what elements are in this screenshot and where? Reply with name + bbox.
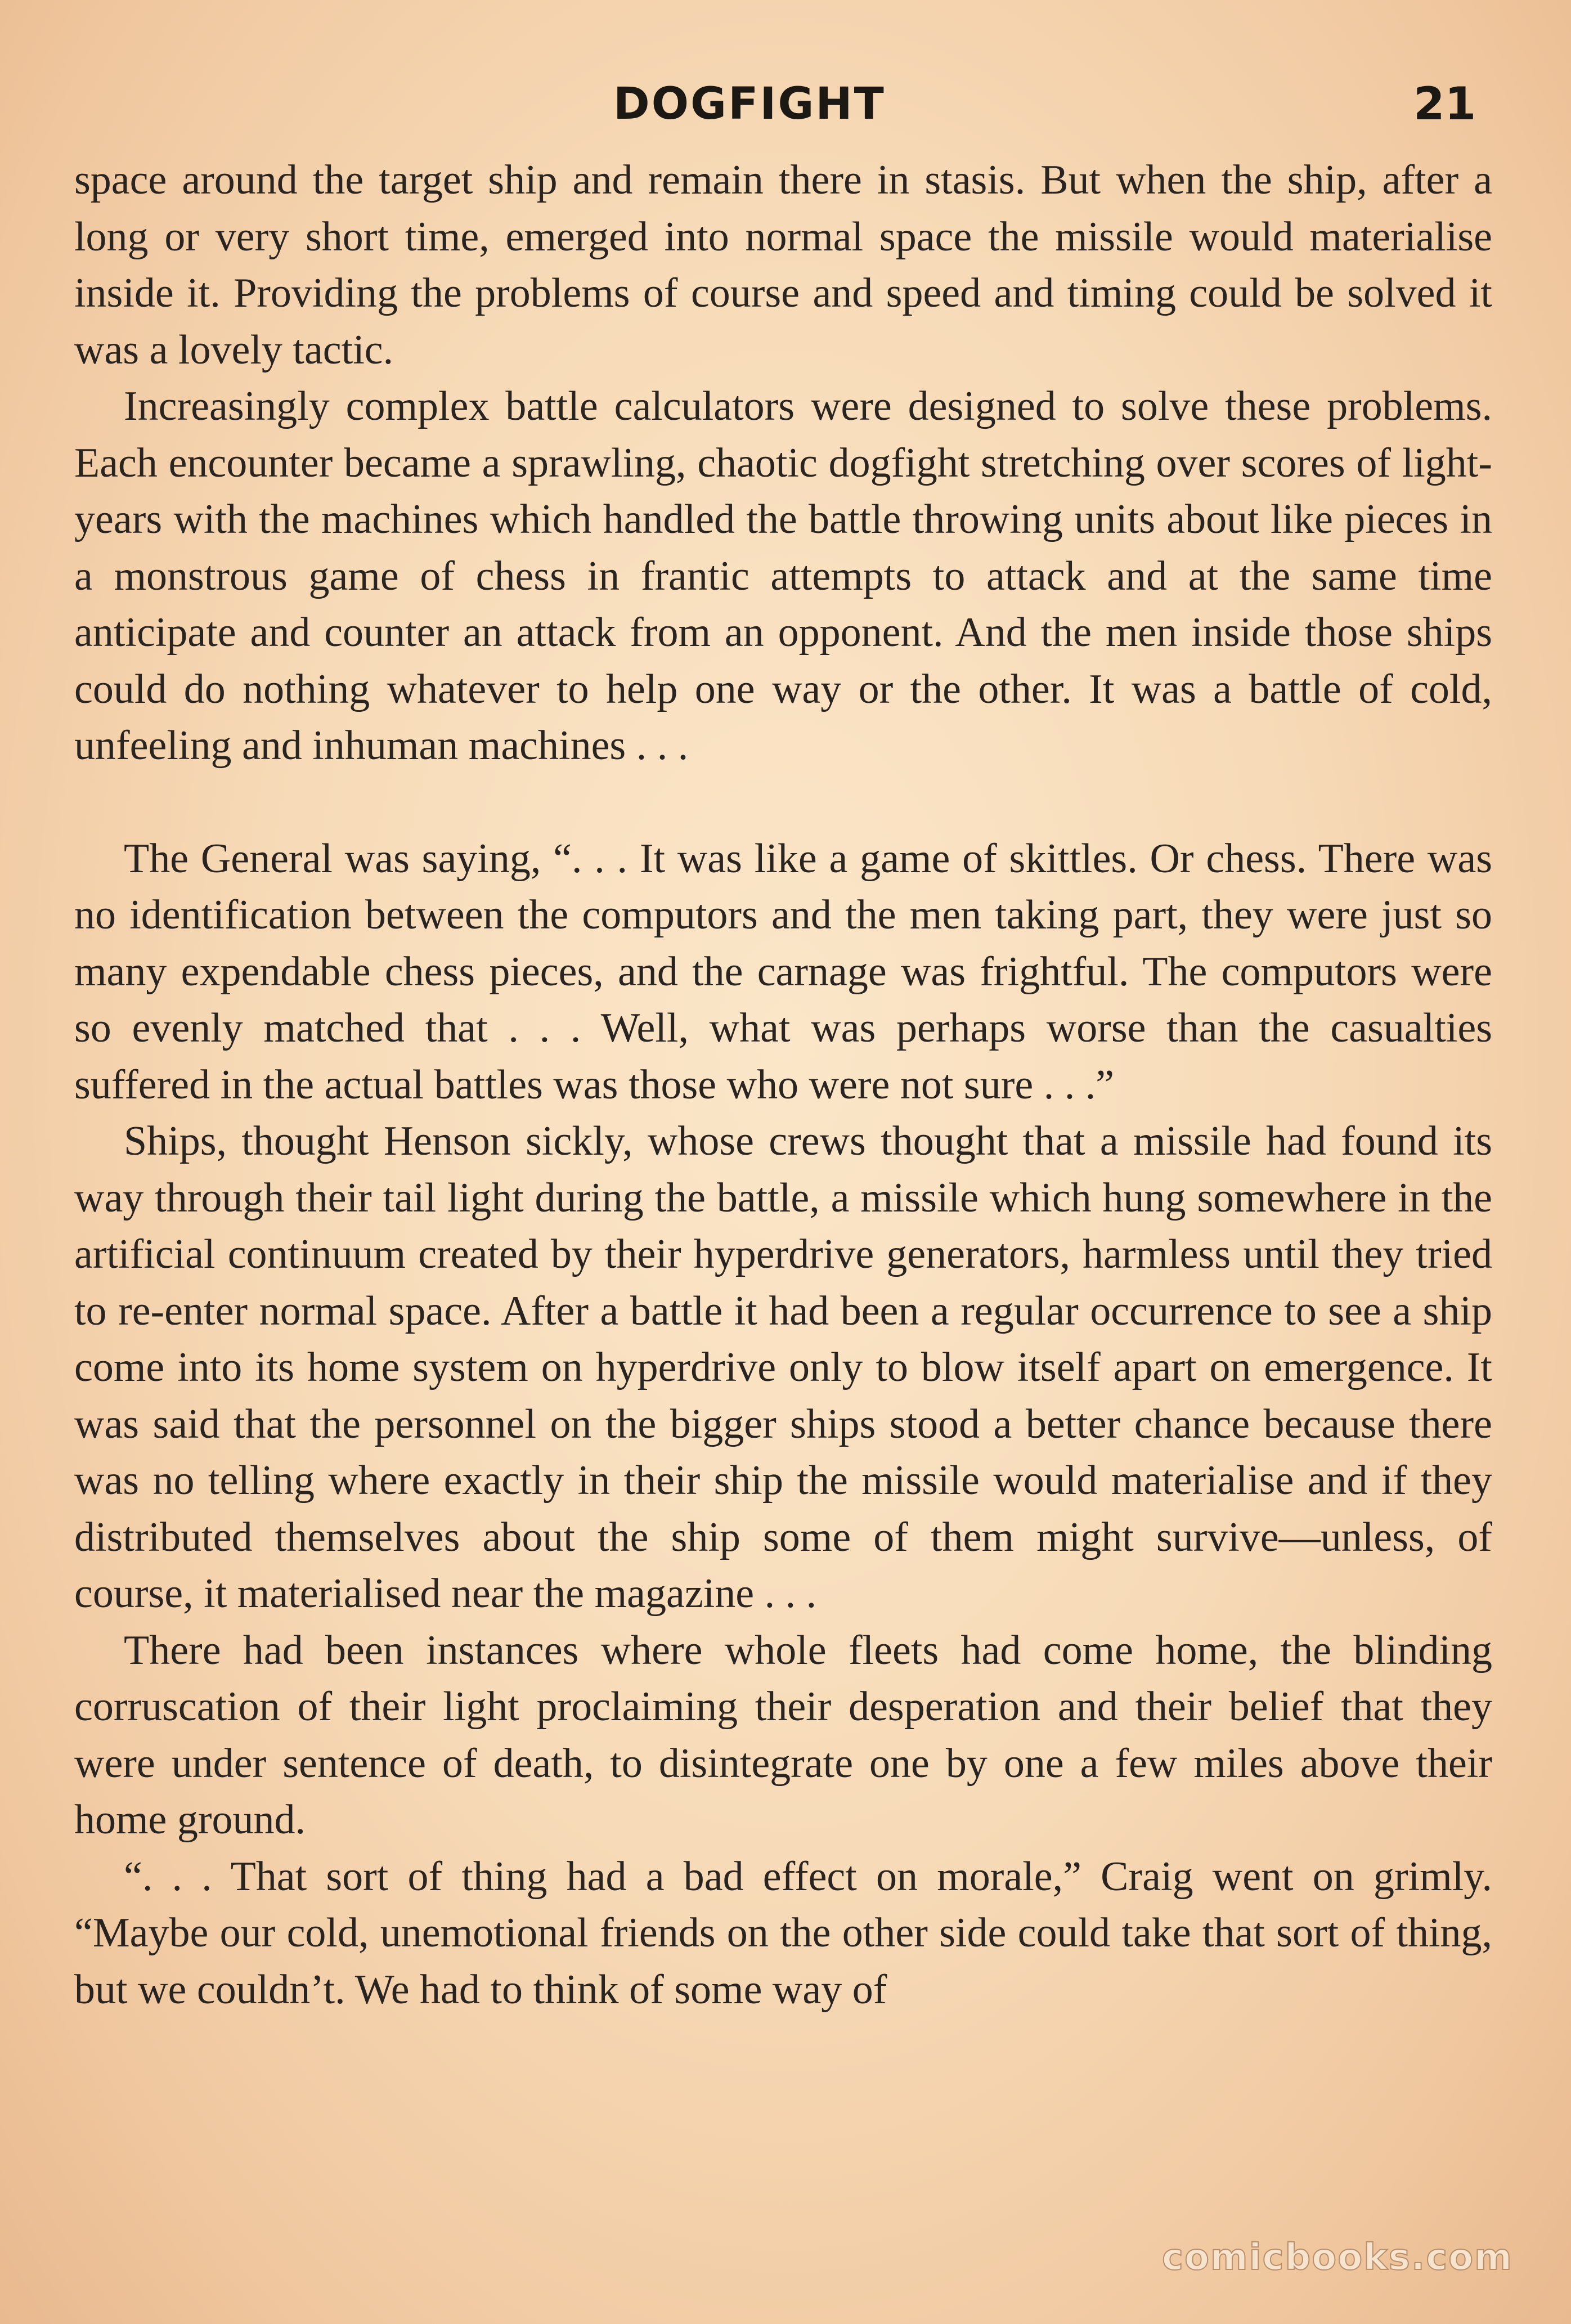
body-text [74, 152, 1492, 2018]
paragraph: “. . . That sort of thing had a bad effect on morale,” Craig went on grimly. “Maybe our cold, unemotional friends on the other side could take that sort of thing, but we couldn’t. We had to think of some way of [74, 1853, 1492, 2013]
paragraph: Ships, thought Henson sickly, whose crews thought that a missile had found its way through their tail light during the battle, a missile which hung somewhere in the artificial continuum created by their hyperdrive generators, harmless until they tried to re-enter normal space. After a battle it had been a regular occurrence to see a ship come into its home system on hyperdrive only to blow itself apart on emergence. It was said that the personnel on the bigger ships stood a better chance because there was no telling where exactly in their ship the missile would materialise and if they distributed themselves about the ship some of them might survive—unless, of course, it materialised near the magazine . . . [74, 1118, 1492, 1617]
paragraph: Increasingly complex battle calculators were designed to solve these problems. Each encounter became a sprawling, chaotic dogfight stretching over scores of light-years with the machines which handled the battle throwing units about like pieces in a monstrous game of chess in frantic attempts to attack and at the same time anticipate and counter an attack from an opponent. And the men inside those ships could do nothing whatever to help one way or the other. It was a battle of cold, unfeeling and inhuman machines . . . [74, 383, 1492, 769]
paragraph-section-start: The General was saying, “. . . It was like a game of skittles. Or chess. There was no identification between the computors and the men taking part, they were just so many expendable chess pieces, and the carnage was frightful. The computors were so evenly matched that . . . Well, what was perhaps worse than the casualties suffered in the actual battles was those who were not sure . . .” [74, 835, 1492, 1108]
paragraph: There had been instances where whole fleets had come home, the blinding corruscation of their light proclaiming their desperation and their belief that they were under sentence of death, to disintegrate one by one a few miles above their home ground. [74, 1627, 1492, 1843]
site-watermark: comicbooks.com [1162, 2237, 1513, 2278]
running-title: DOGFIGHT [613, 79, 886, 129]
running-header [0, 73, 1571, 135]
page-number: 21 [1413, 78, 1476, 130]
paragraph-continued: space around the target ship and remain there in stasis. But when the ship, after a long or very short time, emerged into normal space the missile would materialise inside it. Providing the problems of course and speed and timing could be solved it was a lovely tactic. [74, 157, 1492, 373]
